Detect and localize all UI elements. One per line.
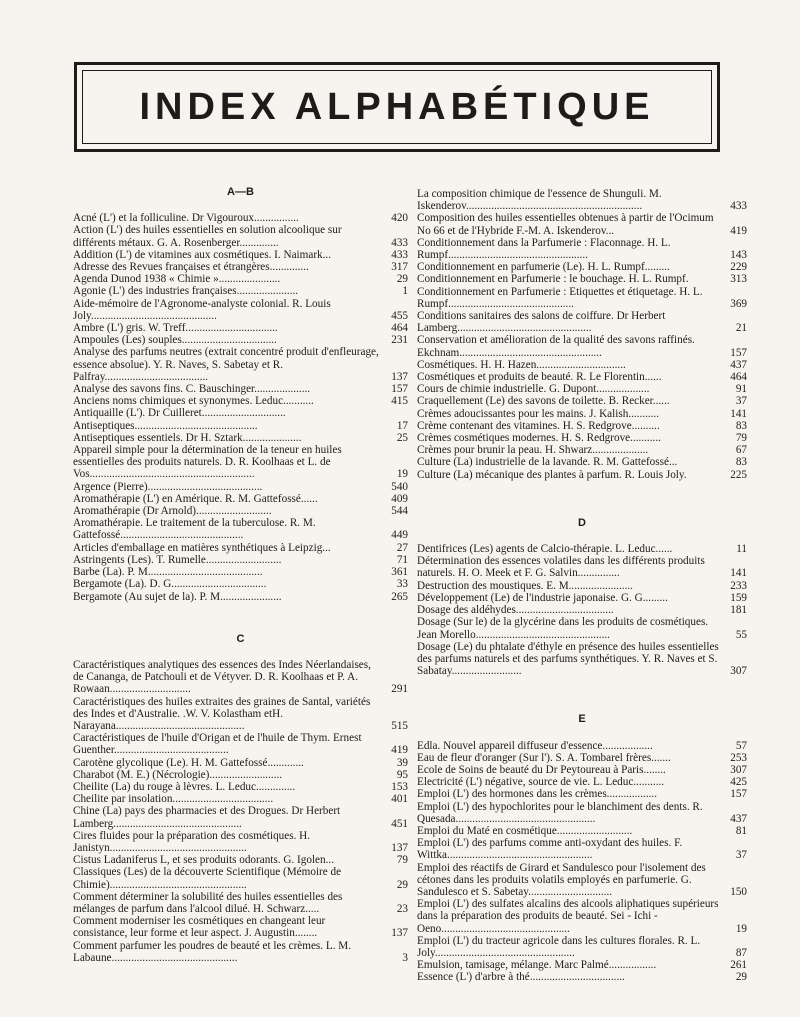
entry-title: Dosage (Le) du phtalate d'éthyle en présence des huiles essentielles des parfums naturels et des parfums synthétiques. Y. R. Naves et S. Sabatay......................... — [417, 640, 719, 678]
entry-page-number: 265 — [391, 590, 408, 603]
left-column — [73, 186, 408, 964]
entry-page-number: 39 — [396, 756, 408, 769]
entry-page-number: 95 — [396, 768, 408, 781]
index-entry — [73, 578, 408, 590]
entry-page-number: 157 — [391, 383, 408, 396]
entry-page-number: 81 — [735, 824, 747, 837]
entry-title: Comment parfumer les poudres de beauté et les crèmes. L. M. Labaune............................................. — [73, 939, 352, 964]
entry-title: Edla. Nouvel appareil diffuseur d'essence.................. — [417, 739, 653, 752]
entry-title: Conditionnement en Parfumerie : le bouchage. H. L. Rumpf. — [417, 273, 689, 286]
entry-page-number: 143 — [730, 249, 747, 262]
entry-page-number: 137 — [391, 370, 408, 383]
index-entry — [73, 322, 408, 334]
entry-page-number: 369 — [730, 297, 747, 310]
entry-title: Emploi (L') des sulfates alcalins des alcools aliphatiques supérieurs dans la préparation des produits de beauté. Sei - Ichi - Oeno.............................................. — [417, 898, 719, 935]
entry-page-number: 225 — [730, 468, 747, 481]
entry-page-number: 79 — [396, 854, 408, 867]
section-heading: E — [578, 713, 586, 726]
index-entry — [73, 432, 408, 444]
entry-page-number: 137 — [391, 927, 408, 940]
index-entry — [417, 592, 747, 604]
entry-title: Composition des huiles essentielles obtenues à partir de l'Ocimum No 66 et de l'Hybride F.-M. A. Iskenderov... — [417, 212, 714, 237]
index-entry — [73, 407, 408, 419]
index-entry — [417, 580, 747, 592]
entry-title: Conditionnement dans la Parfumerie : Flaconnage. H. L. Rumpf.................................................. — [417, 236, 671, 262]
index-entry — [417, 359, 747, 371]
entry-page-number: 401 — [391, 793, 408, 806]
entry-page-number: 544 — [391, 505, 408, 518]
entry-page-number: 464 — [391, 322, 408, 335]
entry-title: Articles d'emballage en matières synthétiques à Leipzig... — [73, 541, 331, 554]
index-entry — [73, 757, 408, 769]
entry-title: Antiquaille (L'). Dr Cuilleret.............................. — [73, 407, 286, 420]
entry-title: Comment moderniser les cosmétiques en changeant leur consistance, leur forme et leur aspect. J. Augustin........ — [73, 915, 326, 940]
entry-title: Adresse des Revues françaises et étrangères.............. — [73, 261, 309, 274]
entry-title: Ecole de Soins de beauté du Dr Peytoureau à Paris........ — [417, 763, 666, 776]
index-entry — [417, 212, 747, 236]
entry-title: Conservation et amélioration de la qualité des savons raffinés. Ekchnam................................................... — [417, 334, 695, 359]
index-entry — [73, 383, 408, 395]
entry-page-number: 37 — [735, 395, 747, 408]
entry-title: Ambre (L') gris. W. Treff................................. — [73, 322, 278, 335]
entry-title: Analyse des savons fins. C. Bauschinger.................... — [73, 383, 311, 396]
index-entry — [73, 591, 408, 603]
entry-page-number: 1 — [402, 285, 408, 298]
entry-title: Classiques (Les) de la découverte Scientifique (Mémoire de Chimie)................................................. — [73, 866, 342, 891]
entry-page-number: 415 — [391, 395, 408, 408]
entry-title: Cires fluides pour la préparation des cosmétiques. H. Janistyn................................................. — [73, 829, 311, 854]
entry-title: Destruction des moustiques. E. M....................... — [417, 579, 633, 592]
entry-page-number: 420 — [391, 212, 408, 225]
entry-page-number: 437 — [730, 812, 747, 825]
index-entry — [417, 555, 747, 579]
entry-page-number: 83 — [735, 419, 747, 432]
entry-page-number: 317 — [391, 261, 408, 274]
index-entry — [417, 776, 747, 788]
entry-title: Carotène glycolique (Le). H. M. Gattefossé............. — [73, 756, 304, 769]
entry-page-number: 91 — [735, 383, 747, 396]
entry-title: Dosage (Sur le) de la glycérine dans les produits de cosmétiques. Jean Morello................................................ — [417, 616, 709, 641]
entry-title: Cosmétiques et produits de beauté. R. Le Florentin...... — [417, 371, 662, 384]
entry-page-number: 21 — [735, 322, 747, 335]
entry-title: Caractéristiques des huiles extraites des graines de Santal, variétés des Indes et d'Australie. .W. V. Kolastham etH. Narayana.............................................. — [73, 695, 371, 732]
index-entry — [417, 371, 747, 383]
entry-page-number: 419 — [730, 224, 747, 237]
entry-page-number: 313 — [730, 273, 747, 286]
index-entry — [417, 616, 747, 640]
index-entry — [417, 286, 747, 310]
title-frame — [74, 62, 720, 152]
entry-page-number: 409 — [391, 492, 408, 505]
index-entry — [417, 788, 747, 800]
entry-title: Emploi (L') des parfums comme anti-oxydant des huiles. F. Wittka.................................................... — [417, 837, 683, 862]
entry-title: Caractéristiques analytiques des essences des Indes Néerlandaises, de Cananga, de Patchouli et de Vétyver. D. R. Koolhaas et P. A. Rowaan............................. — [73, 658, 371, 696]
index-entry — [417, 273, 747, 285]
section-heading: D — [578, 516, 586, 529]
index-entry — [73, 273, 408, 285]
entry-page-number: 55 — [735, 628, 747, 641]
entry-title: Electricité (L') négative, source de vie. L. Leduc........... — [417, 776, 665, 789]
entry-page-number: 464 — [730, 371, 747, 384]
entry-page-number: 79 — [735, 432, 747, 445]
entry-page-number: 19 — [735, 922, 747, 935]
entry-page-number: 71 — [396, 553, 408, 566]
index-entry — [73, 566, 408, 578]
index-entry — [417, 408, 747, 420]
entry-page-number: 29 — [396, 273, 408, 286]
entry-page-number: 159 — [730, 591, 747, 604]
entry-page-number: 231 — [391, 334, 408, 347]
entry-page-number: 455 — [391, 309, 408, 322]
index-entry — [73, 891, 408, 915]
entry-title: Chine (La) pays des pharmacies et des Drogues. Dr Herbert Lamberg.............................................. — [73, 805, 341, 830]
entry-title: Crèmes pour brunir la peau. H. Shwarz.................... — [417, 444, 649, 457]
entry-page-number: 141 — [730, 567, 747, 580]
entry-title: Détermination des essences volatiles dans les différents produits naturels. H. O. Meek et F. G. Salvin............... — [417, 555, 705, 580]
entry-title: Bergamote (Au sujet de la). P. M...................... — [73, 590, 282, 603]
entry-page-number: 3 — [402, 951, 408, 964]
entry-page-number: 33 — [396, 578, 408, 591]
index-entry — [73, 224, 408, 248]
entry-page-number: 83 — [735, 456, 747, 469]
entry-page-number: 11 — [736, 543, 747, 556]
entry-page-number: 425 — [730, 776, 747, 789]
index-entry — [73, 481, 408, 493]
index-entry — [417, 432, 747, 444]
entry-title: Caractéristiques de l'huile d'Origan et de l'huile de Thym. Ernest Guenther......................................... — [73, 732, 362, 757]
entry-title: Appareil simple pour la détermination de la teneur en huiles essentielles des produits naturels. D. R. Koolhaas et L. de Vos........................................................... — [73, 444, 342, 481]
index-entry — [73, 696, 408, 733]
entry-page-number: 141 — [730, 407, 747, 420]
entry-page-number: 451 — [391, 817, 408, 830]
entry-title: Cosmétiques. H. H. Hazen................................ — [417, 358, 626, 371]
index-entry — [73, 212, 408, 224]
entry-page-number: 29 — [735, 971, 747, 984]
entry-page-number: 19 — [396, 468, 408, 481]
index-entry — [73, 261, 408, 273]
entry-title: Eau de fleur d'oranger (Sur l'). S. A. Tombarel frères....... — [417, 751, 671, 764]
index-entry — [73, 781, 408, 793]
index-entry — [73, 395, 408, 407]
index-entry — [73, 866, 408, 890]
entry-title: Emploi des réactifs de Girard et Sandulesco pour l'isolement des cétones dans les produits volatils employés en parfumerie. G. Sandulesco et S. Sabetay.............................. — [417, 861, 706, 898]
index-entry — [417, 604, 747, 616]
entry-title: Conditionnement en parfumerie (Le). H. L. Rumpf......... — [417, 261, 670, 274]
entry-page-number: 25 — [396, 431, 408, 444]
entry-title: Crèmes cosmétiques modernes. H. S. Redgrove........... — [417, 432, 661, 445]
index-entry — [73, 732, 408, 756]
entry-page-number: 515 — [391, 719, 408, 732]
entry-title: Aromathérapie (Dr Arnold)........................... — [73, 505, 272, 518]
entry-title: Action (L') des huiles essentielles en solution alcoolique sur différents métaux. G. A. Rosenberger.............. — [73, 224, 342, 249]
index-entry — [417, 469, 747, 481]
index-entry — [417, 862, 747, 899]
entry-page-number: 449 — [391, 529, 408, 542]
entry-title: Crèmes adoucissantes pour les mains. J. Kalish........... — [417, 407, 660, 420]
entry-page-number: 291 — [391, 683, 408, 696]
index-entry — [417, 383, 747, 395]
entry-title: Emploi (L') des hypochlorites pour le blanchiment des dents. R. Quesada.................................................. — [417, 800, 703, 825]
entry-title: Emploi du Maté en cosmétique........................... — [417, 824, 633, 837]
index-entry — [73, 793, 408, 805]
entry-title: Dosage des aldéhydes................................... — [417, 604, 614, 617]
entry-title: Cistus Ladaniferus L, et ses produits odorants. G. Igolen... — [73, 854, 334, 867]
index-entry — [417, 971, 747, 983]
entry-page-number: 27 — [396, 541, 408, 554]
entry-title: Astringents (Les). T. Rumelle........................... — [73, 553, 282, 566]
entry-page-number: 29 — [396, 878, 408, 891]
index-entry — [73, 249, 408, 261]
entry-title: Argence (Pierre)......................................... — [73, 480, 263, 493]
index-entry — [73, 493, 408, 505]
entry-page-number: 437 — [730, 358, 747, 371]
index-entry — [417, 764, 747, 776]
entry-page-number: 37 — [735, 849, 747, 862]
entry-page-number: 153 — [391, 780, 408, 793]
entry-title: Cours de chimie industrielle. G. Dupont................... — [417, 383, 650, 396]
entry-title: Culture (La) mécanique des plantes à parfum. R. Louis Joly. — [417, 468, 687, 481]
entry-title: Crème contenant des vitamines. H. S. Redgrove.......... — [417, 419, 660, 432]
index-entry — [73, 805, 408, 829]
index-entry — [417, 959, 747, 971]
entry-page-number: 137 — [391, 841, 408, 854]
entry-page-number: 157 — [730, 346, 747, 359]
entry-title: Conditionnement en Parfumerie : Etiquettes et étiquetage. H. L. Rumpf............................................. — [417, 285, 703, 310]
entry-page-number: 87 — [735, 946, 747, 959]
index-entry — [417, 837, 747, 861]
entry-page-number: 67 — [735, 444, 747, 457]
index-entry — [417, 395, 747, 407]
entry-title: Antiseptiques essentiels. Dr H. Sztark..................... — [73, 431, 302, 444]
index-entry — [417, 310, 747, 334]
entry-title: Anciens noms chimiques et synonymes. Leduc........... — [73, 395, 314, 408]
index-entry — [73, 769, 408, 781]
page-title: INDEX ALPHABÉTIQUE — [139, 85, 655, 128]
index-entry — [73, 505, 408, 517]
entry-title: Antiseptiques............................................ — [73, 419, 258, 432]
entry-page-number: 233 — [730, 579, 747, 592]
entry-page-number: 433 — [391, 248, 408, 261]
index-entry — [73, 346, 408, 383]
entry-title: Agonie (L') des industries françaises...................... — [73, 285, 299, 298]
entry-title: Bergamote (La). D. G.................................. — [73, 578, 267, 591]
index-entry — [73, 298, 408, 322]
entry-page-number: 57 — [735, 739, 747, 752]
entry-title: Comment déterminer la solubilité des huiles essentielles des mélanges de parfum dans l'alcool dilué. H. Schwarz..... — [73, 890, 343, 915]
entry-title: Aromathérapie. Le traitement de la tuberculose. R. M. Gattefossé............................................ — [73, 517, 316, 542]
entry-title: Culture (La) industrielle de la lavande. R. M. Gattefossé... — [417, 456, 678, 469]
index-entry — [73, 444, 408, 481]
entry-title: Craquellement (Le) des savons de toilette. B. Recker...... — [417, 395, 670, 408]
index-entry — [73, 830, 408, 854]
index-entry — [417, 641, 747, 678]
entry-page-number: 361 — [391, 566, 408, 579]
entry-page-number: 17 — [396, 419, 408, 432]
right-column — [417, 188, 747, 984]
index-entry — [73, 915, 408, 939]
index-entry — [73, 854, 408, 866]
entry-title: La composition chimique de l'essence de Shunguli. M. Iskenderov............................................................... — [417, 188, 662, 213]
index-entry — [417, 898, 747, 935]
entry-title: Barbe (La). P. M......................................... — [73, 566, 263, 579]
index-entry — [417, 188, 747, 212]
entry-title: Ampoules (Les) souples.................................. — [73, 334, 277, 347]
entry-title: Analyse des parfums neutres (extrait concentré produit d'enfleurage, essence absolue). Y. R. Naves, S. Sabetay et R. Palfray..................................... — [73, 346, 379, 383]
index-entry — [73, 334, 408, 346]
index-entry — [417, 801, 747, 825]
index-entry — [417, 334, 747, 358]
entry-page-number: 157 — [730, 788, 747, 801]
entry-title: Développement (Le) de l'industrie japonaise. G. G......... — [417, 591, 668, 604]
entry-title: Emploi (L') du tracteur agricole dans les cultures florales. R. L. Joly.................................................. — [417, 934, 701, 959]
index-entry — [417, 825, 747, 837]
index-entry — [73, 940, 408, 964]
index-entry — [417, 261, 747, 273]
index-entry — [73, 542, 408, 554]
entry-title: Agenda Dunod 1938 « Chimie »...................... — [73, 273, 281, 286]
entry-page-number: 307 — [730, 665, 747, 678]
entry-page-number: 540 — [391, 480, 408, 493]
index-entry — [417, 752, 747, 764]
entry-page-number: 23 — [396, 902, 408, 915]
entry-page-number: 433 — [391, 236, 408, 249]
entry-title: Aromathérapie (L') en Amérique. R. M. Gattefossé...... — [73, 492, 318, 505]
index-entry — [417, 740, 747, 752]
index-entry — [417, 456, 747, 468]
entry-title: Charabot (M. E.) (Nécrologie).......................... — [73, 768, 283, 781]
entry-title: Essence (L') d'arbre à thé.................................. — [417, 971, 625, 984]
index-entry — [73, 517, 408, 541]
entry-page-number: 261 — [730, 959, 747, 972]
entry-title: Cheilite par insolation.................................... — [73, 793, 274, 806]
index-entry — [73, 285, 408, 297]
index-entry — [417, 420, 747, 432]
index-entry — [417, 935, 747, 959]
entry-title: Emulsion, tamisage, mélange. Marc Palmé................. — [417, 959, 657, 972]
entry-page-number: 253 — [730, 751, 747, 764]
entry-page-number: 433 — [730, 200, 747, 213]
entry-title: Cheilite (La) du rouge à lèvres. L. Leduc.............. — [73, 780, 296, 793]
index-entry — [73, 554, 408, 566]
entry-title: Aide-mémoire de l'Agronome-analyste colonial. R. Louis Joly............................................. — [73, 297, 331, 322]
entry-title: Dentifrices (Les) agents de Calcio-thérapie. L. Leduc...... — [417, 543, 673, 556]
entry-page-number: 181 — [730, 604, 747, 617]
index-entry — [417, 444, 747, 456]
entry-title: Emploi (L') des hormones dans les crèmes.................. — [417, 788, 658, 801]
entry-page-number: 307 — [730, 763, 747, 776]
entry-page-number: 229 — [730, 261, 747, 274]
section-heading: A—B — [227, 186, 254, 198]
entry-title: Addition (L') de vitamines aux cosmétiques. I. Naimark... — [73, 248, 332, 261]
title-inner-frame — [82, 70, 712, 144]
index-entry — [73, 420, 408, 432]
entry-page-number: 419 — [391, 744, 408, 757]
section-heading: C — [236, 632, 245, 645]
index-entry — [417, 237, 747, 261]
index-entry — [417, 543, 747, 555]
entry-title: Acné (L') et la folliculine. Dr Vigouroux................ — [73, 212, 299, 225]
entry-page-number: 150 — [730, 885, 747, 898]
entry-title: Conditions sanitaires des salons de coiffure. Dr Herbert Lamberg................................................ — [417, 310, 666, 335]
index-entry — [73, 659, 408, 696]
